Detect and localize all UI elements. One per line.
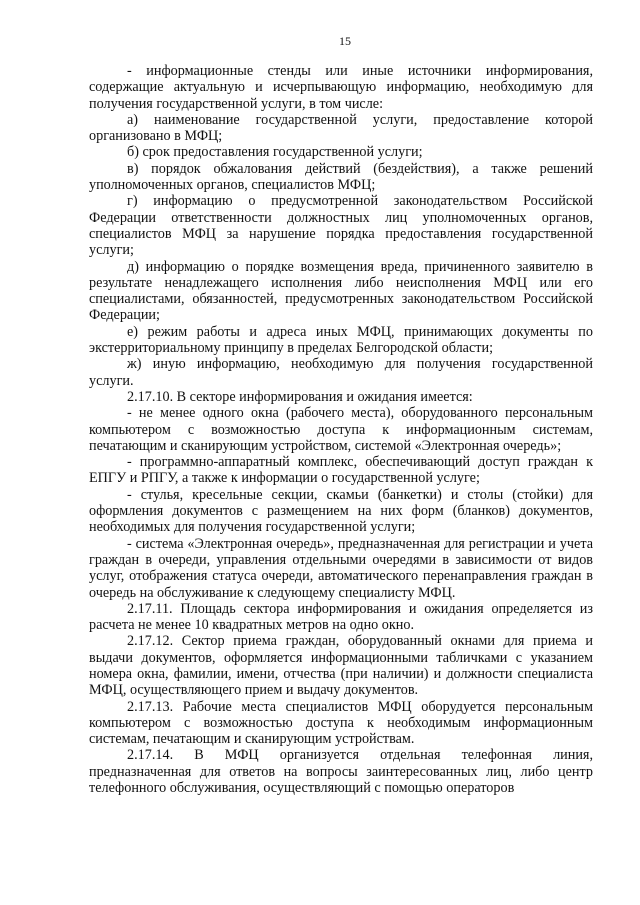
paragraph-2-17-12: 2.17.12. Сектор приема граждан, оборудованный окнами для приема и выдачи документов, оформляется информационными табличками с указанием номера окна, фамилии, имени, отчества (при наличии) и должности специалиста МФЦ, осуществляющего прием и выдачу документов. xyxy=(89,633,593,699)
paragraph-queue-system: - система «Электронная очередь», предназначенная для регистрации и учета граждан в очереди, управления отдельными очередями в зависимости от видов услуг, отображения статуса очереди, автоматического перенаправления граждан в очередь на обслуживание к следующему специалисту МФЦ. xyxy=(89,535,593,601)
paragraph-item-b: б) срок предоставления государственной услуги; xyxy=(127,144,423,161)
paragraph-chairs: - стулья, кресельные секции, скамьи (банкетки) и столы (стойки) для оформления документов с размещением на них форм (бланков) документов, необходимых для получения государственной услуги; xyxy=(89,486,593,536)
paragraph-item-e: е) режим работы и адреса иных МФЦ, принимающих документы по экстерриториальному принципу в пределах Белгородской области; xyxy=(89,323,593,357)
paragraph-2-17-14: 2.17.14. В МФЦ организуется отдельная телефонная линия, предназначенная для ответов на вопросы заинтересованных лиц, либо центр телефонного обслуживания, осуществляющий с помощью операторов xyxy=(89,747,593,797)
paragraph-2-17-10: 2.17.10. В секторе информирования и ожидания имеется: xyxy=(127,388,473,405)
document-body xyxy=(89,63,593,796)
paragraph-2-17-13: 2.17.13. Рабочие места специалистов МФЦ оборудуется персональным компьютером с возможностью доступа к необходимым информационным системам, печатающим и сканирующим устройствам. xyxy=(89,698,593,748)
page-number: 15 xyxy=(339,34,351,48)
paragraph-item-a: а) наименование государственной услуги, предоставление которой организовано в МФЦ; xyxy=(89,111,593,145)
paragraph-info-stands: - информационные стенды или иные источники информирования, содержащие актуальную и исчерпывающую информацию, необходимую для получения государственной услуги, в том числе: xyxy=(89,63,593,112)
paragraph-item-zh: ж) иную информацию, необходимую для получения государственной услуги. xyxy=(89,356,593,389)
paragraph-item-g: г) информацию о предусмотренной законодательством Российской Федерации ответственности должностных лиц уполномоченных органов, специалистов МФЦ за нарушение порядка предоставления государственной услуги; xyxy=(89,193,593,259)
paragraph-item-d: д) информацию о порядке возмещения вреда, причиненного заявителю в результате ненадлежащего исполнения либо неисполнения МФЦ или его специалистами, обязанностей, предусмотренных законодательством Российской Федерации; xyxy=(89,258,593,324)
paragraph-item-v: в) порядок обжалования действий (бездействия), а также решений уполномоченных органов, специалистов МФЦ; xyxy=(89,160,593,194)
paragraph-2-17-11: 2.17.11. Площадь сектора информирования и ожидания определяется из расчета не менее 10 квадратных метров на одно окно. xyxy=(89,600,593,634)
paragraph-window: - не менее одного окна (рабочего места), оборудованного персональным компьютером с возможностью доступа к информационным системам, печатающим и сканирующим устройством, системой «Электронная очередь»; xyxy=(89,405,593,454)
paragraph-hardware-complex: - программно-аппаратный комплекс, обеспечивающий доступ граждан к ЕПГУ и РПГУ, а также к информации о государственной услуге; xyxy=(89,454,593,487)
